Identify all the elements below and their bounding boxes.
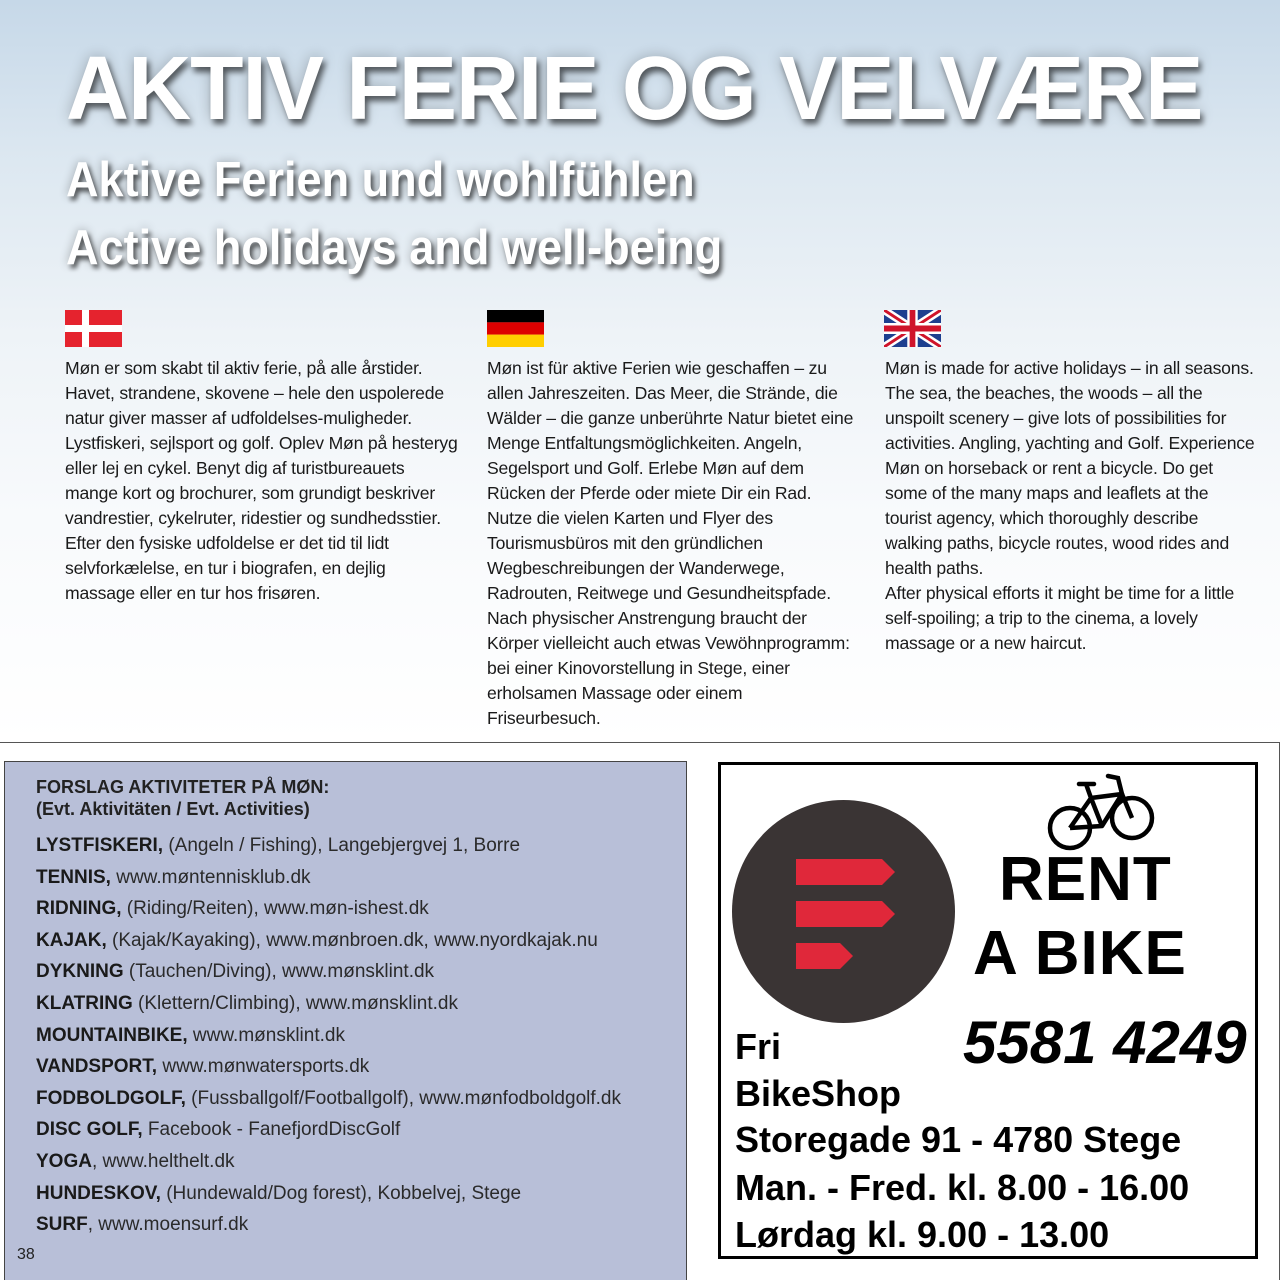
danish-text-column (65, 356, 460, 606)
activity-detail: (Fussballgolf/Footballgolf), www.mønfodboldgolf.dk (185, 1087, 621, 1109)
ad-shop-name-line2: BikeShop (735, 1073, 902, 1114)
english-paragraph-2: After physical efforts it might be time for a little self-spoiling; a trip to the cinema, a lovely massage or a new haircut. (885, 583, 1235, 653)
ad-address: Storegade 91 - 4780 Stege (735, 1119, 1182, 1160)
ad-hours-weekday: Man. - Fred. kl. 8.00 - 16.00 (735, 1167, 1190, 1208)
activity-detail: www.møntennisklub.dk (110, 866, 311, 888)
bicycle-icon (1046, 770, 1158, 852)
activity-name: DISC GOLF, (36, 1119, 143, 1141)
list-item (36, 830, 621, 862)
activity-name: FODBOLDGOLF, (36, 1087, 186, 1109)
activities-list (36, 830, 621, 1241)
activity-name: YOGA (36, 1150, 92, 1172)
german-paragraph-2: Nach physischer Anstrengung braucht der Körper vielleicht auch etwas Vewöhnprogramm: bei einer Kinovorstellung in Stege, einer erholsamen Massage oder einem Friseurbesuch. (487, 608, 850, 728)
list-item (36, 1114, 621, 1146)
fri-bikeshop-logo-icon (732, 800, 955, 1023)
activity-name: RIDNING, (36, 898, 122, 920)
activity-detail: , www.helthelt.dk (91, 1150, 235, 1172)
list-item (36, 893, 621, 925)
list-item (36, 862, 621, 894)
list-item (36, 956, 621, 988)
list-item (36, 1146, 621, 1178)
activity-name: VANDSPORT, (36, 1056, 158, 1078)
activity-detail: www.mønsklint.dk (187, 1024, 345, 1046)
activity-name: KLATRING (36, 992, 133, 1014)
danish-paragraph-1: Møn er som skabt til aktiv ferie, på alle årstider. Havet, strandene, skovene – hele den uspolerede natur giver masser af udfoldelses-muligheder. Lystfiskeri, sejlsport og golf. Oplev Møn på hesteryg eller lej en cykel. Benyt dig af turistbureauets mange kort og brochurer, som grundigt beskriver vandrestier, cykelruter, ridestier og sundhedsstier. (65, 358, 458, 528)
list-item (36, 1051, 621, 1083)
german-text-column (487, 356, 857, 731)
english-text-column (885, 356, 1255, 656)
activities-box (4, 761, 687, 1280)
ad-phone-number: 5581 4249 (963, 1009, 1247, 1076)
ad-shop-name-line1: Fri (735, 1026, 782, 1067)
activity-detail: , www.moensurf.dk (87, 1214, 249, 1236)
ad-a-bike-text: A BIKE (973, 919, 1187, 988)
activity-detail: (Tauchen/Diving), www.mønsklint.dk (123, 961, 435, 983)
list-item (36, 1178, 621, 1210)
activity-name: KAJAK, (36, 929, 107, 951)
activity-detail: (Hundewald/Dog forest), Kobbelvej, Stege (160, 1182, 522, 1204)
subtitle-german: Aktive Ferien und wohlfühlen (66, 153, 695, 207)
activity-detail: (Klettern/Climbing), www.mønsklint.dk (132, 992, 458, 1014)
ad-hours-saturday: Lørdag kl. 9.00 - 13.00 (735, 1214, 1110, 1255)
activity-name: TENNIS, (36, 866, 111, 888)
danish-paragraph-2: Efter den fysiske udfoldelse er det tid til lidt selvforkælelse, en tur i biografen, en dejlig massage eller en tur hos frisøren. (65, 533, 389, 603)
activity-name: LYSTFISKERI, (36, 835, 164, 856)
activity-detail: (Kajak/Kayaking), www.mønbroen.dk, www.nyordkajak.nu (106, 929, 598, 951)
list-item (36, 1020, 621, 1052)
german-flag-icon (487, 310, 544, 347)
activity-detail: (Angeln / Fishing), Langebjergvej 1, Borre (163, 835, 521, 856)
activities-heading-line1: FORSLAG AKTIVITETER PÅ MØN: (36, 777, 330, 797)
activity-name: DYKNING (36, 961, 124, 983)
ad-rent-text: RENT (999, 845, 1172, 914)
english-paragraph-1: Møn is made for active holidays – in all seasons. The sea, the beaches, the woods – all the unspoilt scenery – give lots of possibilities for activities. Angling, yachting and Golf. Experience Møn on horseback or rent a bicycle. Do get some of the many maps and leaflets at the tourist agency, which thoroughly describe walking paths, bicycle routes, wood rides and health paths. (885, 358, 1255, 578)
subtitle-english: Active holidays and well-being (66, 221, 723, 275)
uk-flag-icon (884, 310, 941, 347)
activity-detail: www.mønwatersports.dk (157, 1056, 370, 1078)
rent-a-bike-ad (718, 762, 1258, 1259)
list-item (36, 988, 621, 1020)
page-number: 38 (17, 1246, 35, 1263)
german-paragraph-1: Møn ist für aktive Ferien wie geschaffen – zu allen Jahreszeiten. Das Meer, die Strände, die Wälder – die ganze unberührte Natur bietet eine Menge Entfaltungsmöglichkeiten. Angeln, Segelsport und Golf. Erlebe Møn auf dem Rücken der Pferde oder miete Dir ein Rad. Nutze die vielen Karten und Flyer des Tourismusbüros mit den gründlichen Wegbeschreibungen der Wanderwege, Radrouten, Reitwege und Gesundheitspfade. (487, 358, 854, 603)
activity-detail: (Riding/Reiten), www.møn-ishest.dk (121, 898, 429, 920)
activity-name: SURF (36, 1214, 88, 1236)
list-item (36, 1083, 621, 1115)
activity-name: MOUNTAINBIKE, (36, 1024, 188, 1046)
list-item (36, 925, 621, 957)
page-title: AKTIV FERIE OG VELVÆRE (66, 39, 1203, 139)
list-item (36, 1209, 621, 1241)
activities-heading-line2: (Evt. Aktivitäten / Evt. Activities) (36, 799, 310, 819)
activity-detail: Facebook - FanefjordDiscGolf (142, 1119, 401, 1141)
activities-heading (36, 776, 329, 820)
danish-flag-icon (65, 310, 122, 347)
activity-name: HUNDESKOV, (36, 1182, 161, 1204)
